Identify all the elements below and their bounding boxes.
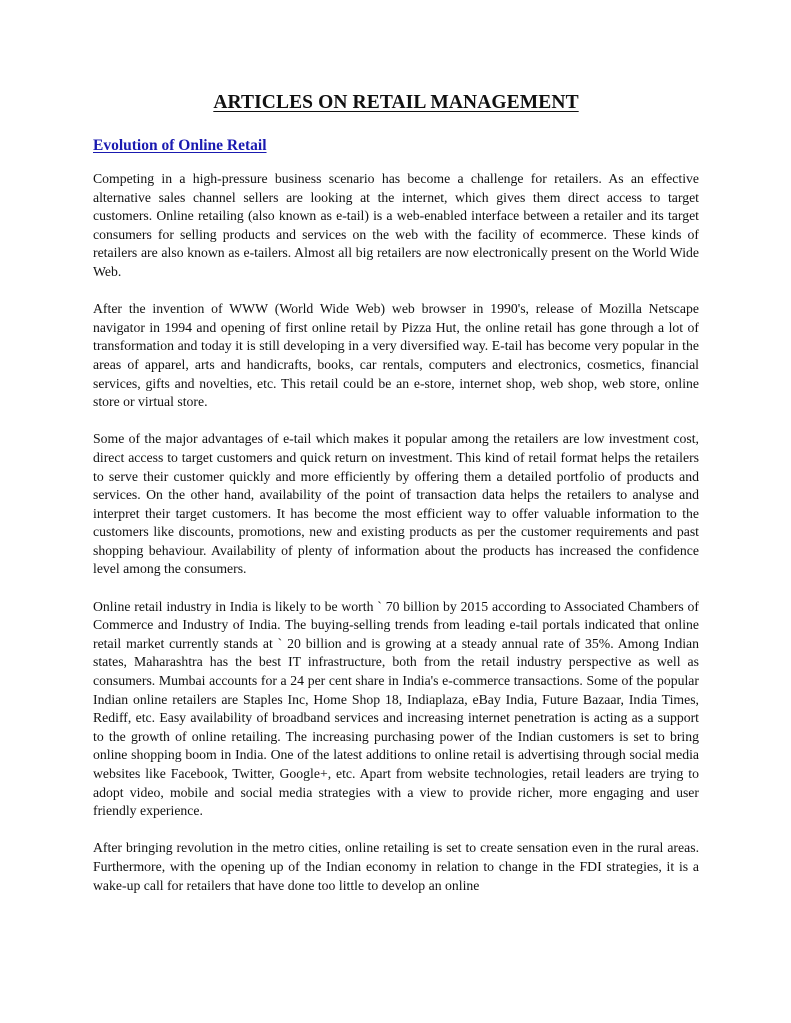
article-body bbox=[93, 170, 699, 895]
paragraph-5: After bringing revolution in the metro cities, online retailing is set to create sensation even in the rural areas. Furthermore, with the opening up of the Indian economy in relation to change in the FDI strategies, it is a wake-up call for retailers that have done too little to develop an online bbox=[93, 840, 699, 893]
paragraph-4: Online retail industry in India is likely to be worth ` 70 billion by 2015 according to Associated Chambers of Commerce and Industry of India. The buying-selling trends from leading e-tail portals indicated that online retail market currently stands at ` 20 billion and is growing at a steady annual rate of 35%. Among Indian states, Maharashtra has the best IT infrastructure, both from the retail industry perspective as well as consumers. Mumbai accounts for a 24 per cent share in India's e-commerce transactions. Some of the popular Indian online retailers are Staples Inc, Home Shop 18, Indiaplaza, eBay India, Future Bazaar, India Times, Rediff, etc. Easy availability of broadband services and increasing internet penetration is acting as a support to the growth of online retailing. The increasing purchasing power of the Indian customers is set to bring online shopping boom in India. One of the latest additions to online retail is advertising through social media websites like Facebook, Twitter, Google+, etc. Apart from website technologies, retail leaders are trying to adopt video, mobile and social media strategies with a view to provide richer, more engaging and user friendly experience. bbox=[93, 598, 699, 819]
document-title: ARTICLES ON RETAIL MANAGEMENT bbox=[213, 92, 579, 113]
document-page bbox=[93, 84, 699, 914]
paragraph-2: After the invention of WWW (World Wide Web) web browser in 1990's, release of Mozilla Netscape navigator in 1994 and opening of first online retail by Pizza Hut, the online retail has gone through a lot of transformation and today it is still developing in a very diversified way. E-tail has become very popular in the areas of apparel, arts and handicrafts, books, car rentals, computers and electronics, cosmetics, financial services, gifts and novelties, etc. This retail could be an e-store, internet shop, web shop, web store, online store or virtual store. bbox=[93, 301, 699, 410]
paragraph-1: Competing in a high-pressure business scenario has become a challenge for retailers. As an effective alternative sales channel sellers are looking at the internet, which gives them direct access to target customers. Online retailing (also known as e-tail) is a web-enabled interface between a retailer and its target consumers for selling products and services on the web with the facility of ecommerce. These kinds of retailers are also known as e-tailers. Almost all big retailers are now electronically present on the World Wide Web. bbox=[93, 171, 699, 279]
paragraph-3: Some of the major advantages of e-tail which makes it popular among the retailers are low investment cost, direct access to target customers and quick return on investment. This kind of retail format helps the retailers to serve their customer quickly and more efficiently by offering them a detailed portfolio of products and services. On the other hand, availability of the point of transaction data helps the retailers to analyse and interpret their target customers. It has become the most efficient way to offer valuable information to the customers like discounts, promotions, new and existing products as per the customer requirements and past shopping behaviour. Availability of plenty of information about the products has increased the confidence level among the consumers. bbox=[93, 431, 699, 577]
section-heading-link[interactable]: Evolution of Online Retail bbox=[93, 137, 267, 154]
